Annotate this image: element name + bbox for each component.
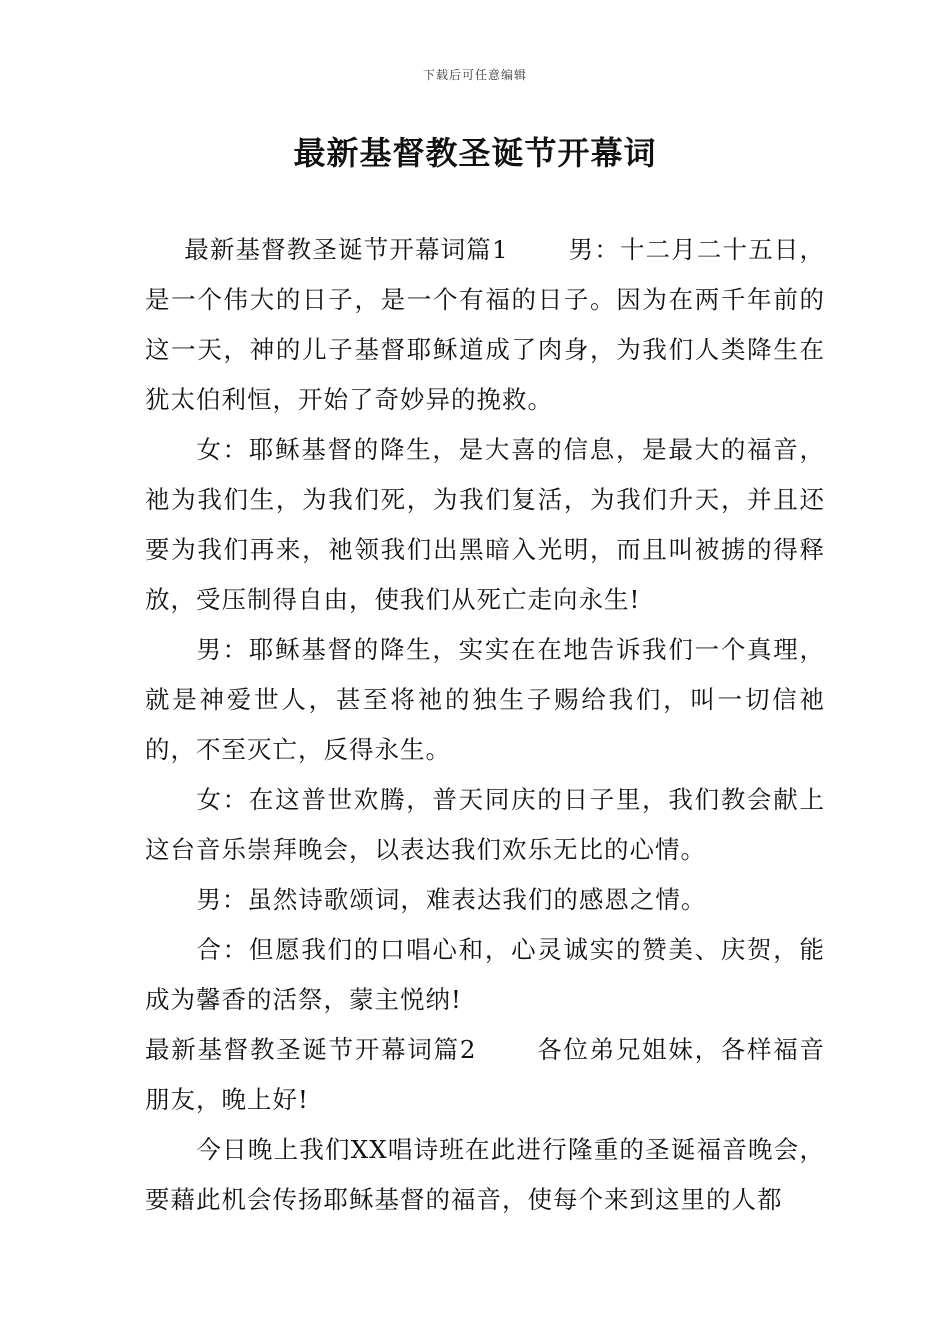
- paragraph-7: [145, 1025, 825, 1125]
- paragraph-text: 各位弟兄姐妹，各样福音朋友，晚上好!: [145, 1035, 826, 1114]
- paragraph-2: 女：耶稣基督的降生，是大喜的信息，是最大的福音，祂为我们生，为我们死，为我们复活，为我们升天，并且还要为我们再来，祂领我们出黑暗入光明，而且叫被掳的得释放，受压制得自由，使我们从死亡走向永生!: [145, 435, 825, 614]
- section-heading-1: 最新基督教圣诞节开幕词篇1: [184, 235, 509, 264]
- paragraph-4: 女：在这普世欢腾，普天同庆的日子里，我们教会献上这台音乐崇拜晚会，以表达我们欢乐无比的心情。: [145, 785, 825, 864]
- paragraph-3: 男：耶稣基督的降生，实实在在地告诉我们一个真理，就是神爱世人，甚至将祂的独生子赐给我们，叫一切信祂的，不至灭亡，反得永生。: [145, 635, 825, 764]
- paragraph-6: 合：但愿我们的口唱心和，心灵诚实的赞美、庆贺，能成为馨香的活祭，蒙主悦纳!: [145, 935, 825, 1014]
- document-title: 最新基督教圣诞节开幕词: [293, 134, 657, 172]
- paragraph-8: 今日晚上我们XX唱诗班在此进行隆重的圣诞福音晚会，要藉此机会传扬耶稣基督的福音，使每个来到这里的人都: [145, 1135, 825, 1214]
- paragraph-text: 男：十二月二十五日，是一个伟大的日子，是一个有福的日子。因为在两千年前的这一天，神的儿子基督耶稣道成了肉身，为我们人类降生在犹太伯利恒，开始了奇妙异的挽救。: [145, 235, 825, 414]
- paragraph-1: [145, 225, 825, 425]
- header-note: 下载后可任意编辑: [422, 68, 527, 82]
- document-body: [145, 225, 825, 1225]
- paragraph-5: 男：虽然诗歌颂词，难表达我们的感恩之情。: [196, 885, 707, 914]
- section-heading-2: 最新基督教圣诞节开幕词篇2: [145, 1035, 477, 1064]
